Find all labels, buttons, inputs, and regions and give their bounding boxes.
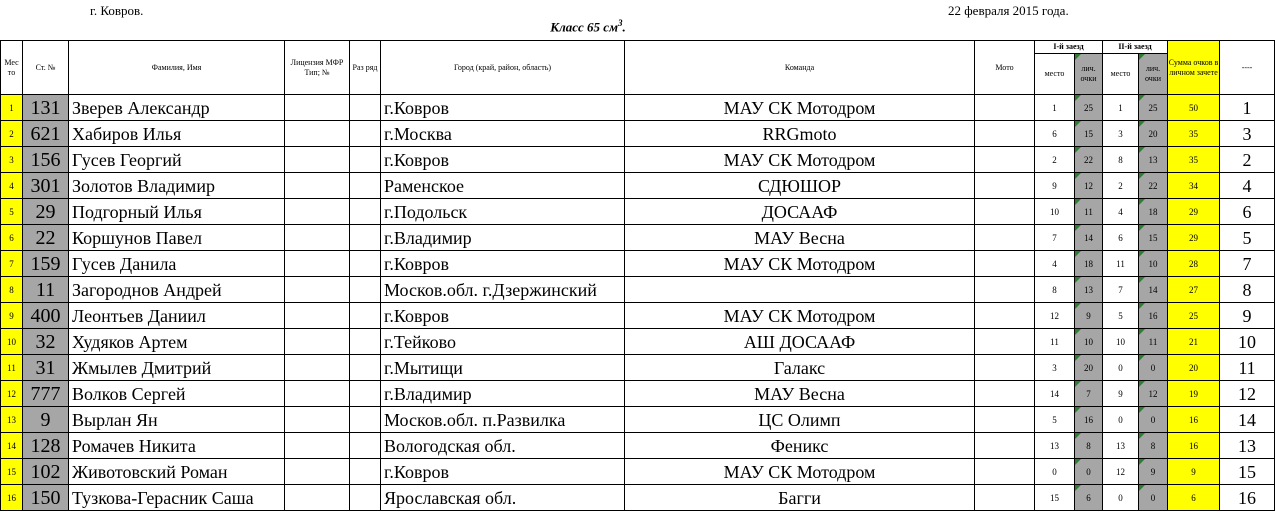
cell-rank	[350, 303, 381, 329]
cell-heat-2-place: 3	[1103, 121, 1139, 147]
cell-heat-2-points: 16	[1139, 303, 1168, 329]
cell-final-place: 5	[1220, 225, 1275, 251]
cell-heat-1-points: 6	[1075, 485, 1103, 511]
cell-start-number: 32	[23, 329, 69, 355]
cell-team: МАУ СК Мотодром	[625, 147, 975, 173]
cell-heat-2-points: 8	[1139, 433, 1168, 459]
cell-heat-2-points: 0	[1139, 407, 1168, 433]
cell-heat-2-place: 12	[1103, 459, 1139, 485]
cell-heat-1-place: 11	[1035, 329, 1075, 355]
cell-team: ЦС Олимп	[625, 407, 975, 433]
cell-team: МАУ СК Мотодром	[625, 251, 975, 277]
cell-rider-name: Коршунов Павел	[69, 225, 285, 251]
cell-final-place: 4	[1220, 173, 1275, 199]
cell-place: 6	[1, 225, 23, 251]
cell-final-place: 13	[1220, 433, 1275, 459]
cell-place: 10	[1, 329, 23, 355]
cell-heat-1-place: 3	[1035, 355, 1075, 381]
cell-heat-1-place: 15	[1035, 485, 1075, 511]
table-row	[1, 147, 1275, 173]
cell-heat-2-points: 25	[1139, 95, 1168, 121]
cell-start-number: 9	[23, 407, 69, 433]
cell-heat-1-points: 16	[1075, 407, 1103, 433]
cell-final-place: 14	[1220, 407, 1275, 433]
cell-moto	[975, 251, 1035, 277]
cell-heat-1-place: 10	[1035, 199, 1075, 225]
cell-rider-name: Ромачев Никита	[69, 433, 285, 459]
cell-rank	[350, 485, 381, 511]
cell-final-place: 7	[1220, 251, 1275, 277]
cell-heat-1-points: 14	[1075, 225, 1103, 251]
cell-moto	[975, 173, 1035, 199]
cell-place: 9	[1, 303, 23, 329]
table-row	[1, 303, 1275, 329]
cell-heat-1-points: 13	[1075, 277, 1103, 303]
cell-start-number: 128	[23, 433, 69, 459]
cell-rank	[350, 225, 381, 251]
cell-place: 16	[1, 485, 23, 511]
cell-total-points: 29	[1168, 225, 1220, 251]
cell-start-number: 131	[23, 95, 69, 121]
cell-license	[285, 95, 350, 121]
cell-rank	[350, 381, 381, 407]
cell-moto	[975, 459, 1035, 485]
cell-rider-name: Волков Сергей	[69, 381, 285, 407]
cell-license	[285, 485, 350, 511]
table-row	[1, 433, 1275, 459]
cell-moto	[975, 277, 1035, 303]
cell-rider-name: Подгорный Илья	[69, 199, 285, 225]
cell-start-number: 301	[23, 173, 69, 199]
cell-rider-name: Жмылев Дмитрий	[69, 355, 285, 381]
cell-license	[285, 277, 350, 303]
cell-city: г.Москва	[381, 121, 625, 147]
cell-start-number: 11	[23, 277, 69, 303]
col-total: Сумма очков в личном зачете	[1168, 41, 1220, 95]
cell-heat-2-place: 0	[1103, 407, 1139, 433]
cell-heat-2-place: 8	[1103, 147, 1139, 173]
cell-total-points: 9	[1168, 459, 1220, 485]
cell-moto	[975, 329, 1035, 355]
cell-place: 3	[1, 147, 23, 173]
cell-heat-2-place: 4	[1103, 199, 1139, 225]
cell-start-number: 102	[23, 459, 69, 485]
cell-city: г.Тейково	[381, 329, 625, 355]
cell-total-points: 28	[1168, 251, 1220, 277]
cell-total-points: 6	[1168, 485, 1220, 511]
cell-license	[285, 381, 350, 407]
cell-total-points: 19	[1168, 381, 1220, 407]
cell-moto	[975, 433, 1035, 459]
cell-moto	[975, 381, 1035, 407]
cell-heat-1-place: 14	[1035, 381, 1075, 407]
cell-start-number: 29	[23, 199, 69, 225]
cell-license	[285, 329, 350, 355]
cell-total-points: 16	[1168, 407, 1220, 433]
cell-city: г.Мытищи	[381, 355, 625, 381]
cell-rank	[350, 121, 381, 147]
cell-heat-2-place: 10	[1103, 329, 1139, 355]
cell-heat-1-points: 20	[1075, 355, 1103, 381]
cell-final-place: 8	[1220, 277, 1275, 303]
cell-heat-2-points: 0	[1139, 355, 1168, 381]
cell-heat-2-points: 14	[1139, 277, 1168, 303]
cell-moto	[975, 485, 1035, 511]
cell-total-points: 27	[1168, 277, 1220, 303]
cell-total-points: 35	[1168, 147, 1220, 173]
cell-place: 14	[1, 433, 23, 459]
event-date: 22 февраля 2015 года.	[948, 3, 1069, 18]
col-team: Команда	[625, 41, 975, 95]
cell-heat-2-points: 20	[1139, 121, 1168, 147]
cell-final-place: 11	[1220, 355, 1275, 381]
cell-final-place: 1	[1220, 95, 1275, 121]
cell-final-place: 16	[1220, 485, 1275, 511]
cell-moto	[975, 225, 1035, 251]
cell-heat-2-points: 22	[1139, 173, 1168, 199]
cell-moto	[975, 147, 1035, 173]
cell-heat-1-points: 9	[1075, 303, 1103, 329]
cell-place: 11	[1, 355, 23, 381]
cell-city: г.Владимир	[381, 225, 625, 251]
cell-heat-1-place: 13	[1035, 433, 1075, 459]
cell-rank	[350, 173, 381, 199]
cell-rider-name: Вырлан Ян	[69, 407, 285, 433]
cell-rank	[350, 95, 381, 121]
cell-moto	[975, 303, 1035, 329]
cell-total-points: 25	[1168, 303, 1220, 329]
cell-heat-2-points: 0	[1139, 485, 1168, 511]
cell-place: 8	[1, 277, 23, 303]
col-final: ----	[1220, 41, 1275, 95]
cell-rank	[350, 433, 381, 459]
cell-team: Багги	[625, 485, 975, 511]
class-title-text: Класс 65 см	[550, 19, 618, 35]
cell-city: Москов.обл. г.Дзержинский	[381, 277, 625, 303]
table-row	[1, 95, 1275, 121]
cell-license	[285, 433, 350, 459]
cell-total-points: 35	[1168, 121, 1220, 147]
cell-final-place: 9	[1220, 303, 1275, 329]
cell-license	[285, 199, 350, 225]
cell-heat-1-points: 18	[1075, 251, 1103, 277]
col-place: Мес то	[1, 41, 23, 95]
cell-license	[285, 121, 350, 147]
table-row	[1, 173, 1275, 199]
cell-heat-2-points: 15	[1139, 225, 1168, 251]
cell-team: МАУ Весна	[625, 381, 975, 407]
cell-city: г.Владимир	[381, 381, 625, 407]
table-row	[1, 225, 1275, 251]
col-heat-1: I-й заезд	[1035, 41, 1103, 54]
cell-place: 5	[1, 199, 23, 225]
cell-heat-2-points: 9	[1139, 459, 1168, 485]
cell-start-number: 159	[23, 251, 69, 277]
cell-heat-2-points: 10	[1139, 251, 1168, 277]
col-heat-2-place: место	[1103, 54, 1139, 95]
cell-heat-1-place: 5	[1035, 407, 1075, 433]
cell-heat-1-place: 7	[1035, 225, 1075, 251]
cell-rider-name: Золотов Владимир	[69, 173, 285, 199]
venue-city: г. Ковров.	[90, 3, 144, 18]
cell-total-points: 29	[1168, 199, 1220, 225]
table-row	[1, 121, 1275, 147]
cell-heat-1-place: 2	[1035, 147, 1075, 173]
col-heat-2-points: лич. очки	[1139, 54, 1168, 95]
cell-start-number: 777	[23, 381, 69, 407]
cell-city: Москов.обл. п.Развилка	[381, 407, 625, 433]
table-row	[1, 381, 1275, 407]
cell-rider-name: Гусев Данила	[69, 251, 285, 277]
cell-final-place: 6	[1220, 199, 1275, 225]
cell-rank	[350, 355, 381, 381]
cell-final-place: 12	[1220, 381, 1275, 407]
cell-rank	[350, 277, 381, 303]
cell-rank	[350, 407, 381, 433]
cell-rider-name: Худяков Артем	[69, 329, 285, 355]
cell-license	[285, 251, 350, 277]
cell-final-place: 2	[1220, 147, 1275, 173]
cell-heat-2-points: 12	[1139, 381, 1168, 407]
cell-heat-1-points: 15	[1075, 121, 1103, 147]
cell-heat-1-points: 7	[1075, 381, 1103, 407]
cell-rank	[350, 147, 381, 173]
cell-total-points: 20	[1168, 355, 1220, 381]
cell-start-number: 621	[23, 121, 69, 147]
cell-total-points: 16	[1168, 433, 1220, 459]
cell-total-points: 34	[1168, 173, 1220, 199]
cell-city: Ярославская обл.	[381, 485, 625, 511]
cell-rider-name: Животовский Роман	[69, 459, 285, 485]
cell-rank	[350, 329, 381, 355]
cell-license	[285, 407, 350, 433]
cell-rider-name: Зверев Александр	[69, 95, 285, 121]
class-title	[0, 18, 1176, 35]
cell-final-place: 10	[1220, 329, 1275, 355]
cell-total-points: 50	[1168, 95, 1220, 121]
class-title-suffix: .	[622, 19, 626, 35]
cell-rank	[350, 251, 381, 277]
cell-team: ДОСААФ	[625, 199, 975, 225]
cell-place: 1	[1, 95, 23, 121]
table-row	[1, 407, 1275, 433]
cell-rider-name: Гусев Георгий	[69, 147, 285, 173]
cell-heat-1-place: 1	[1035, 95, 1075, 121]
cell-team: МАУ СК Мотодром	[625, 459, 975, 485]
cell-rider-name: Загороднов Андрей	[69, 277, 285, 303]
cell-heat-1-points: 12	[1075, 173, 1103, 199]
cell-heat-2-place: 11	[1103, 251, 1139, 277]
col-heat-2: II-й заезд	[1103, 41, 1168, 54]
cell-team: Феникс	[625, 433, 975, 459]
cell-city: г.Ковров	[381, 459, 625, 485]
cell-start-number: 31	[23, 355, 69, 381]
cell-license	[285, 225, 350, 251]
cell-license	[285, 173, 350, 199]
results-body	[1, 95, 1275, 511]
table-row	[1, 277, 1275, 303]
col-city: Город (край, район, область)	[381, 41, 625, 95]
cell-heat-2-points: 11	[1139, 329, 1168, 355]
cell-heat-2-points: 13	[1139, 147, 1168, 173]
cell-rank	[350, 459, 381, 485]
cell-place: 4	[1, 173, 23, 199]
cell-heat-1-place: 12	[1035, 303, 1075, 329]
cell-start-number: 22	[23, 225, 69, 251]
cell-moto	[975, 199, 1035, 225]
table-row	[1, 251, 1275, 277]
cell-team: СДЮШОР	[625, 173, 975, 199]
col-license: Лицензия МФР Тип; №	[285, 41, 350, 95]
cell-city: г.Ковров	[381, 251, 625, 277]
cell-city: г.Ковров	[381, 303, 625, 329]
cell-moto	[975, 121, 1035, 147]
table-row	[1, 485, 1275, 511]
cell-heat-1-place: 4	[1035, 251, 1075, 277]
cell-heat-2-place: 2	[1103, 173, 1139, 199]
cell-moto	[975, 407, 1035, 433]
cell-license	[285, 459, 350, 485]
col-heat-1-place: место	[1035, 54, 1075, 95]
cell-rank	[350, 199, 381, 225]
table-row	[1, 329, 1275, 355]
col-heat-1-points: лич. очки	[1075, 54, 1103, 95]
cell-moto	[975, 355, 1035, 381]
cell-heat-1-points: 10	[1075, 329, 1103, 355]
col-rank: Раз ряд	[350, 41, 381, 95]
cell-heat-1-points: 25	[1075, 95, 1103, 121]
cell-heat-2-place: 6	[1103, 225, 1139, 251]
cell-team: RRGmoto	[625, 121, 975, 147]
cell-heat-2-place: 1	[1103, 95, 1139, 121]
col-name: Фамилия, Имя	[69, 41, 285, 95]
cell-final-place: 3	[1220, 121, 1275, 147]
col-start-no: Ст. №	[23, 41, 69, 95]
cell-rider-name: Хабиров Илья	[69, 121, 285, 147]
cell-license	[285, 355, 350, 381]
cell-heat-1-points: 22	[1075, 147, 1103, 173]
cell-place: 7	[1, 251, 23, 277]
results-table	[0, 40, 1275, 511]
class-title-sup: 3	[617, 18, 623, 28]
cell-place: 12	[1, 381, 23, 407]
cell-heat-1-points: 8	[1075, 433, 1103, 459]
cell-license	[285, 303, 350, 329]
cell-heat-2-place: 0	[1103, 355, 1139, 381]
cell-city: г.Ковров	[381, 95, 625, 121]
cell-heat-1-place: 0	[1035, 459, 1075, 485]
col-moto: Мото	[975, 41, 1035, 95]
cell-heat-1-points: 11	[1075, 199, 1103, 225]
table-row	[1, 355, 1275, 381]
cell-start-number: 400	[23, 303, 69, 329]
cell-place: 13	[1, 407, 23, 433]
cell-heat-2-points: 18	[1139, 199, 1168, 225]
cell-city: г.Ковров	[381, 147, 625, 173]
document-header	[0, 0, 1237, 40]
cell-team: МАУ Весна	[625, 225, 975, 251]
cell-rider-name: Тузкова-Герасник Саша	[69, 485, 285, 511]
cell-team: Галакс	[625, 355, 975, 381]
table-row	[1, 199, 1275, 225]
cell-heat-2-place: 0	[1103, 485, 1139, 511]
cell-heat-2-place: 9	[1103, 381, 1139, 407]
cell-license	[285, 147, 350, 173]
cell-place: 2	[1, 121, 23, 147]
cell-heat-1-place: 8	[1035, 277, 1075, 303]
cell-city: Раменское	[381, 173, 625, 199]
cell-team: АШ ДОСААФ	[625, 329, 975, 355]
cell-start-number: 156	[23, 147, 69, 173]
cell-start-number: 150	[23, 485, 69, 511]
cell-heat-1-place: 6	[1035, 121, 1075, 147]
cell-final-place: 15	[1220, 459, 1275, 485]
cell-moto	[975, 95, 1035, 121]
cell-heat-1-place: 9	[1035, 173, 1075, 199]
table-row	[1, 459, 1275, 485]
cell-rider-name: Леонтьев Даниил	[69, 303, 285, 329]
cell-team: МАУ СК Мотодром	[625, 95, 975, 121]
cell-heat-2-place: 5	[1103, 303, 1139, 329]
cell-heat-2-place: 13	[1103, 433, 1139, 459]
cell-city: Вологодская обл.	[381, 433, 625, 459]
cell-city: г.Подольск	[381, 199, 625, 225]
cell-total-points: 21	[1168, 329, 1220, 355]
cell-team: МАУ СК Мотодром	[625, 303, 975, 329]
cell-heat-1-points: 0	[1075, 459, 1103, 485]
cell-place: 15	[1, 459, 23, 485]
cell-heat-2-place: 7	[1103, 277, 1139, 303]
cell-team	[625, 277, 975, 303]
